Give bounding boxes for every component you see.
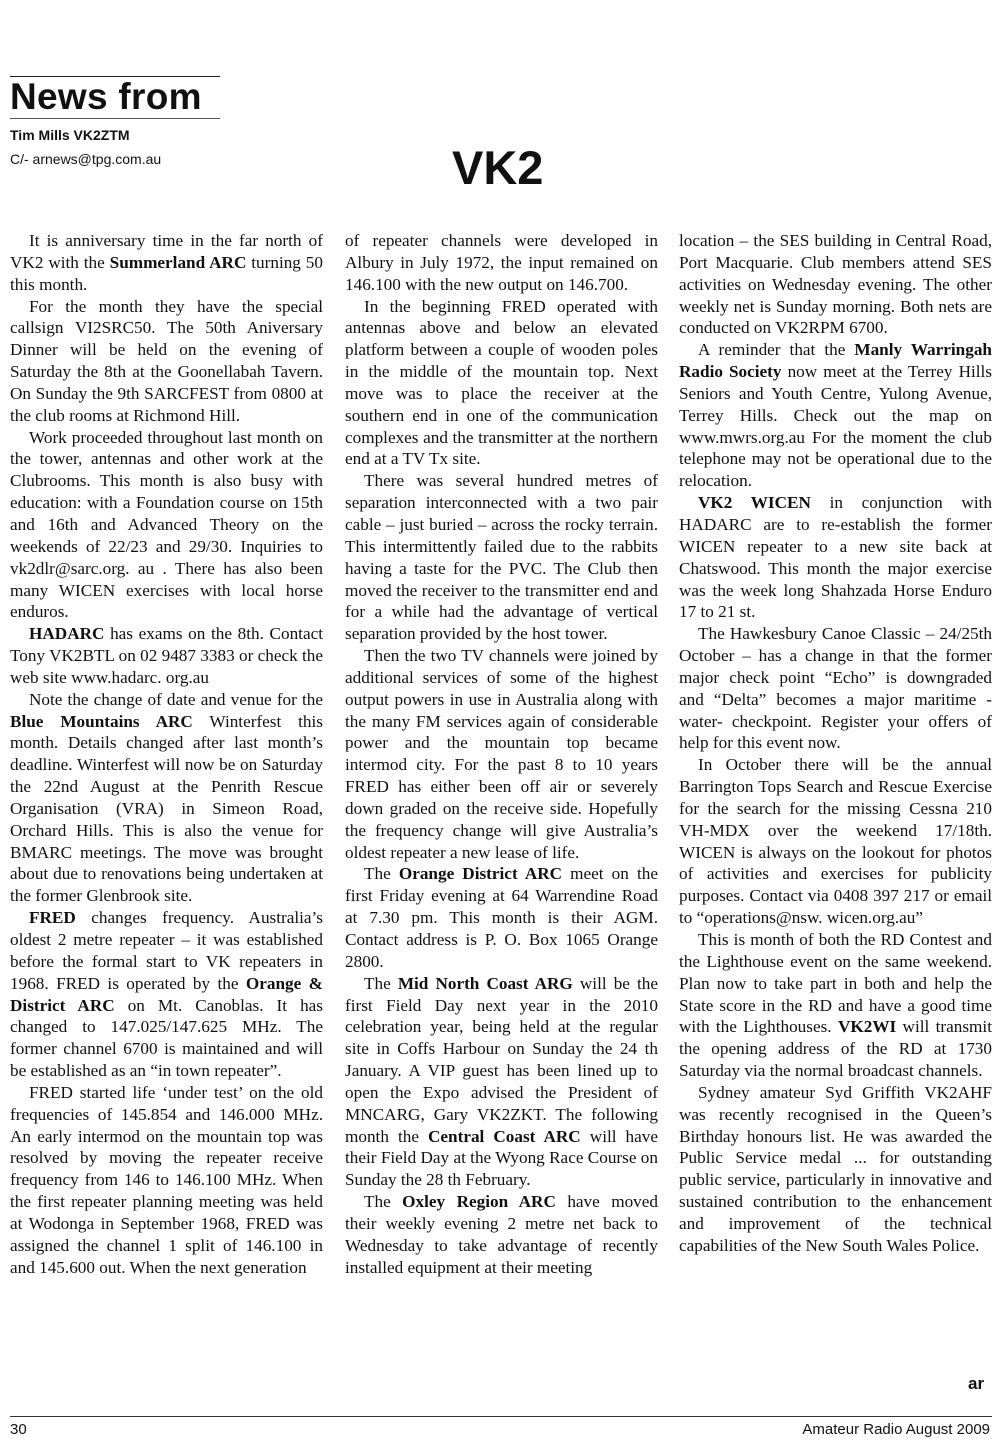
paragraph-text: Work proceeded throughout last month on the tower, antennas and other work at the Clubrooms. This month is also busy with education: with a Foundation course on 15th and 16th and Advanced Theory on the weekends of 22/23 and 29/30. Inquiries to vk2dlr@sarc.org. au . There has also been many WICEN exercises with local horse enduros. xyxy=(10,427,323,622)
article-column-3 xyxy=(679,230,992,1257)
paragraph-text: FRED started life ‘under test’ on the old frequencies of 145.854 and 146.000 MHz. An early intermod on the mountain top was resolved by moving the repeater receive frequency from 146 to 146.100 MHz. When the first repeater planning meeting was held at Wodonga in September 1968, FRED was assigned the channel 1 split of 146.100 in and 145.600 out. When the next generation xyxy=(10,1082,323,1277)
club-name-bold: Blue Mountains ARC xyxy=(10,711,193,731)
paragraph-text: In the beginning FRED operated with antennas above and below an elevated platform between a couple of wooden poles in the middle of the mountain top. Next move was to place the receiver at the southern end in one of the communication complexes and the transmitter at the northern end at a TV Tx site. xyxy=(345,296,658,469)
article-paragraph xyxy=(10,623,323,689)
paragraph-text: Winterfest this month. Details changed after last month’s deadline. Winterfest will now be on Saturday the 22nd August at the Penrith Rescue Organisation (VRA) in Simeon Road, Orchard Hills. This is also the venue for BMARC meetings. The move was brought about due to renovations being undertaken at the former Glenbrook site. xyxy=(10,711,323,906)
paragraph-text: Note the change of date and venue for the xyxy=(29,689,323,709)
paragraph-text: meet on the first Friday evening at 64 Warrendine Road at 7.30 pm. This month is their AGM. Contact address is P. O. Box 1065 Orange 2800. xyxy=(345,864,658,971)
club-name-bold: Orange District ARC xyxy=(398,864,563,884)
paragraph-text: now meet at the Terrey Hills Seniors and Youth Centre, Yulong Avenue, Terrey Hills. Check out the map on www.mwrs.org.au For the moment the club telephone may not be operational due to the relocation. xyxy=(679,362,992,491)
article-paragraph xyxy=(10,689,323,907)
article-paragraph xyxy=(10,296,323,427)
article-paragraph xyxy=(679,230,992,339)
article-paragraph xyxy=(345,470,658,645)
paragraph-text: Then the two TV channels were joined by additional services of some of the highest output powers in use in Australia along with the many FM services again of considerable power and the mountain top became intermod city. For the past 8 to 10 years FRED has either been off air or severely down graded on the receive side. Hopefully the frequency change will give Australia’s oldest repeater a new lease of life. xyxy=(345,646,658,862)
article-paragraph xyxy=(679,754,992,929)
paragraph-text: There was several hundred metres of separation interconnected with a two pair cable – just buried – across the rocky terrain. This intermittently failed due to the rabbits having a taste for the PVC. The Club then moved the receiver to the transmitter end and for a while had the advantage of vertical separation provided by the host tower. xyxy=(345,471,658,644)
paragraph-text: will transmit the opening address of the RD at 1730 Saturday via the normal broadcast channels. xyxy=(679,1017,992,1081)
article-end-mark: ar xyxy=(968,1374,985,1393)
region-heading: VK2 xyxy=(452,141,544,194)
paragraph-text: In October there will be the annual Barrington Tops Search and Rescue Exercise for the search for the missing Cessna 210 VH-MDX over the weekend 17/18th. WICEN is always on the lookout for photos of activities and exercises for publicity purposes. Contact via 0408 397 217 or email to “operations@nsw. wicen.org.au” xyxy=(679,755,992,928)
article-paragraph xyxy=(10,230,323,296)
article-paragraph xyxy=(10,427,323,624)
footer-rule xyxy=(10,1416,992,1417)
paragraph-text: will be the first Field Day next year in the 2010 celebration year, being held at the regular site in Coffs Harbour on Sunday the 24 th January. A VIP guest has been lined up to open the Expo advised the President of MNCARG, Gary VK2ZKT. The following month the xyxy=(345,973,658,1146)
paragraph-text: This is month of both the RD Contest and the Lighthouse event on the same weekend. Plan now to take part in both and help the State score in the RD and have a good time with the Lighthouses. xyxy=(679,930,992,1037)
paragraph-text: The xyxy=(364,973,398,993)
paragraph-text: For the month they have the special callsign VI2SRC50. The 50th Aniversary Dinner will be held on the evening of Saturday the 8th at the Goonellabah Tavern. On Sunday the 9th SARCFEST from 0800 at the club rooms at Richmond Hill. xyxy=(10,296,323,425)
article-paragraph xyxy=(345,973,658,1191)
author-contact: C/- arnews@tpg.com.au xyxy=(10,151,162,167)
author-byline: Tim Mills VK2ZTM xyxy=(10,127,130,143)
club-name-bold: VK2WI xyxy=(837,1017,897,1037)
club-name-bold: HADARC xyxy=(29,624,105,644)
club-name-bold: Manly Warringah Radio Society xyxy=(679,340,992,382)
club-name-bold: VK2 WICEN xyxy=(698,493,811,513)
article-column-1 xyxy=(10,230,323,1279)
article-paragraph xyxy=(345,863,658,972)
paragraph-text: location – the SES building in Central Road, Port Macquarie. Club members attend SES activities on Wednesday evening. The other weekly net is Sunday morning. Both nets are conducted on VK2RPM 6700. xyxy=(679,231,992,338)
article-paragraph xyxy=(679,492,992,623)
club-name-bold: Mid North Coast ARG xyxy=(397,973,573,993)
paragraph-text: will have their Field Day at the Wyong Race Course on Sunday the 28 th February. xyxy=(345,1126,659,1190)
article-paragraph xyxy=(679,1082,992,1257)
article-paragraph xyxy=(345,645,658,863)
paragraph-text: have moved their weekly evening 2 metre net back to Wednesday to take advantage of recently installed equipment at their meeting xyxy=(345,1192,658,1277)
paragraph-text: The xyxy=(364,1192,403,1212)
paragraph-text: in conjunction with HADARC are to re-establish the former WICEN repeater to a new site back at Chatswood. This month the major exercise was the week long Shahzada Horse Enduro 17 to 21 st. xyxy=(679,493,992,622)
club-name-bold: Orange & District ARC xyxy=(10,973,323,1015)
article-paragraph xyxy=(679,929,992,1082)
paragraph-text: on Mt. Canoblas. It has changed to 147.025/147.625 MHz. The former channel 6700 is maintained and will be established as an “in town repeater”. xyxy=(10,995,323,1081)
paragraph-text: The xyxy=(364,864,399,884)
article-paragraph xyxy=(10,1082,323,1279)
page-number: 30 xyxy=(10,1421,27,1438)
club-name-bold: Central Coast ARC xyxy=(428,1126,581,1146)
article-paragraph xyxy=(345,230,658,296)
paragraph-text: of repeater channels were developed in Albury in July 1972, the input remained on 146.100 with the new output on 146.700. xyxy=(345,231,658,294)
header-bottom-rule xyxy=(10,118,220,119)
club-name-bold: Oxley Region ARC xyxy=(402,1192,556,1212)
article-paragraph xyxy=(345,1191,658,1278)
paragraph-text: changes frequency. Australia’s oldest 2 metre repeater – it was established before the formal start to VK repeaters in 1968. FRED is operated by the xyxy=(10,908,323,993)
paragraph-text: A reminder that the xyxy=(698,340,855,360)
article-paragraph xyxy=(10,907,323,1082)
paragraph-text: The Hawkesbury Canoe Classic – 24/25th October – has a change in that the former major check point “Echo” is downgraded and “Delta” becomes a major maritime -water- checkpoint. Register your offers of help for this event now. xyxy=(679,624,992,753)
article-paragraph xyxy=(679,339,992,492)
publication-line: Amateur Radio August 2009 xyxy=(802,1421,990,1438)
article-paragraph xyxy=(679,623,992,754)
club-name-bold: FRED xyxy=(29,908,76,928)
article-paragraph xyxy=(345,296,658,471)
section-title: News from xyxy=(10,76,202,117)
paragraph-text: has exams on the 8th. Contact Tony VK2BTL on 02 9487 3383 or check the web site www.hadarc. org.au xyxy=(10,624,323,687)
paragraph-text: Sydney amateur Syd Griffith VK2AHF was recently recognised in the Queen’s Birthday honours list. He was awarded the Public Service medal ... for outstanding public service, particularly in innovative and sustained contribution to the enhancement and improvement of the technical capabilities of the New South Wales Police. xyxy=(679,1082,992,1255)
article-column-2 xyxy=(345,230,658,1279)
paragraph-text: turning 50 this month. xyxy=(10,252,323,294)
club-name-bold: Summerland ARC xyxy=(109,252,247,272)
paragraph-text: It is anniversary time in the far north of VK2 with the xyxy=(10,231,323,272)
